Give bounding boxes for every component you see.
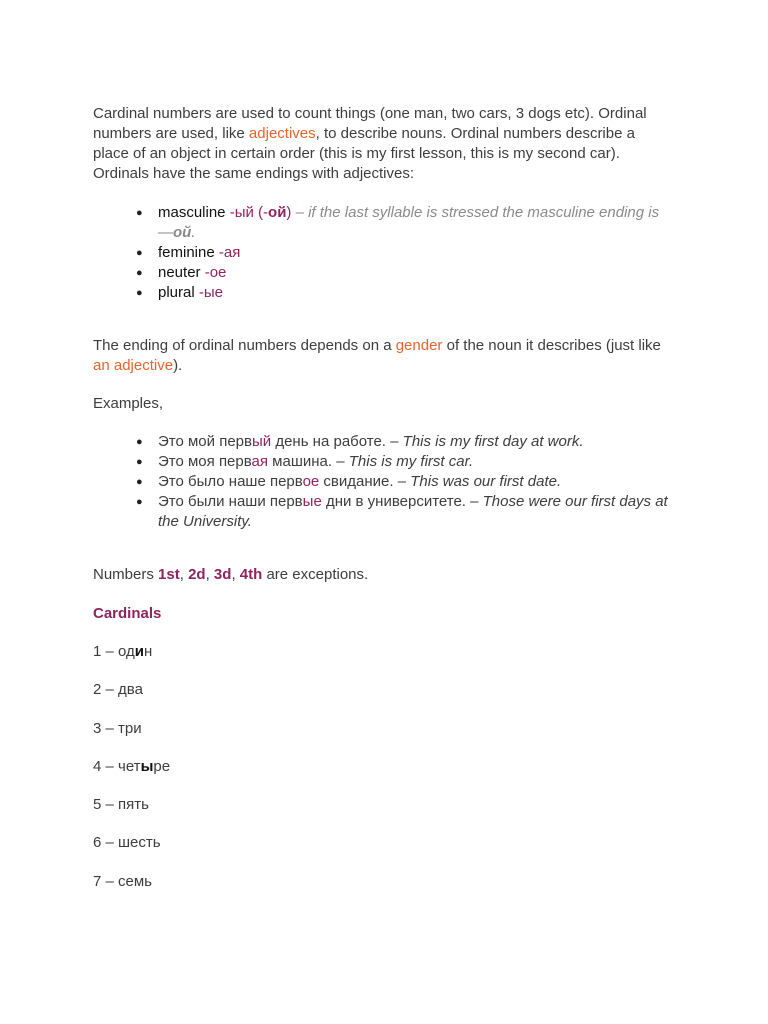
gender-link[interactable]: gender <box>395 337 443 354</box>
cardinal-item: 6 – шесть <box>93 834 161 851</box>
examples-list <box>93 432 673 532</box>
ending-suffix: -ые <box>198 284 223 301</box>
intro-paragraph <box>93 104 673 184</box>
cardinal-item: 2 – два <box>93 681 143 698</box>
ending-label: plural <box>158 284 195 301</box>
list-item <box>93 263 673 283</box>
ending-label: masculine <box>158 204 226 221</box>
list-item <box>93 283 673 303</box>
list-item: ● Это мой первый день на работе. – This is my first day at work. <box>93 432 673 452</box>
examples-heading: Examples, <box>93 395 164 412</box>
cardinal-item: 3 – три <box>93 720 142 737</box>
exceptions-paragraph: Numbers 1st, 2d, 3d, 4th are exceptions. <box>93 566 369 583</box>
list-item: ● Это были наши первые дни в университете. – Those were our first days at the University. <box>93 492 673 532</box>
ending-label: neuter <box>158 264 201 281</box>
intro-text-2: , to describe nouns. Ordinal numbers describe a place of an object in certain order (this is my first lesson, this is my second car). Ordinals have the same endings with adjectives: <box>93 125 635 182</box>
adjective-link[interactable]: an adjective <box>93 357 174 374</box>
cardinal-item: 7 – семь <box>93 873 152 890</box>
adjectives-link[interactable]: adjectives <box>248 125 316 142</box>
list-item <box>93 203 673 243</box>
gender-paragraph: The ending of ordinal numbers depends on a gender of the noun it describes (just like an adjective). <box>93 337 661 374</box>
ending-suffix: -oe <box>204 264 227 281</box>
list-item: ● Это моя первая машина. – This is my first car. <box>93 452 673 472</box>
ending-suffix: -ая <box>218 244 241 261</box>
ending-note: – if the last syllable is stressed the masculine ending is —ой. <box>158 204 660 241</box>
ending-suffix: -ый (-ой) <box>229 204 292 221</box>
list-item: ● Это было наше первое свидание. – This was our first date. <box>93 472 673 492</box>
intro-text: Cardinal numbers are used to count things (one man, two cars, 3 dogs etc). Ordinal numbers are used, like <box>93 105 647 142</box>
cardinal-item: 1 – один <box>93 643 153 660</box>
cardinal-item: 4 – четыре <box>93 758 171 775</box>
ending-label: feminine <box>158 244 215 261</box>
list-item <box>93 243 673 263</box>
endings-list <box>93 203 673 303</box>
cardinals-heading: Cardinals <box>93 605 162 622</box>
cardinal-item: 5 – пять <box>93 796 149 813</box>
